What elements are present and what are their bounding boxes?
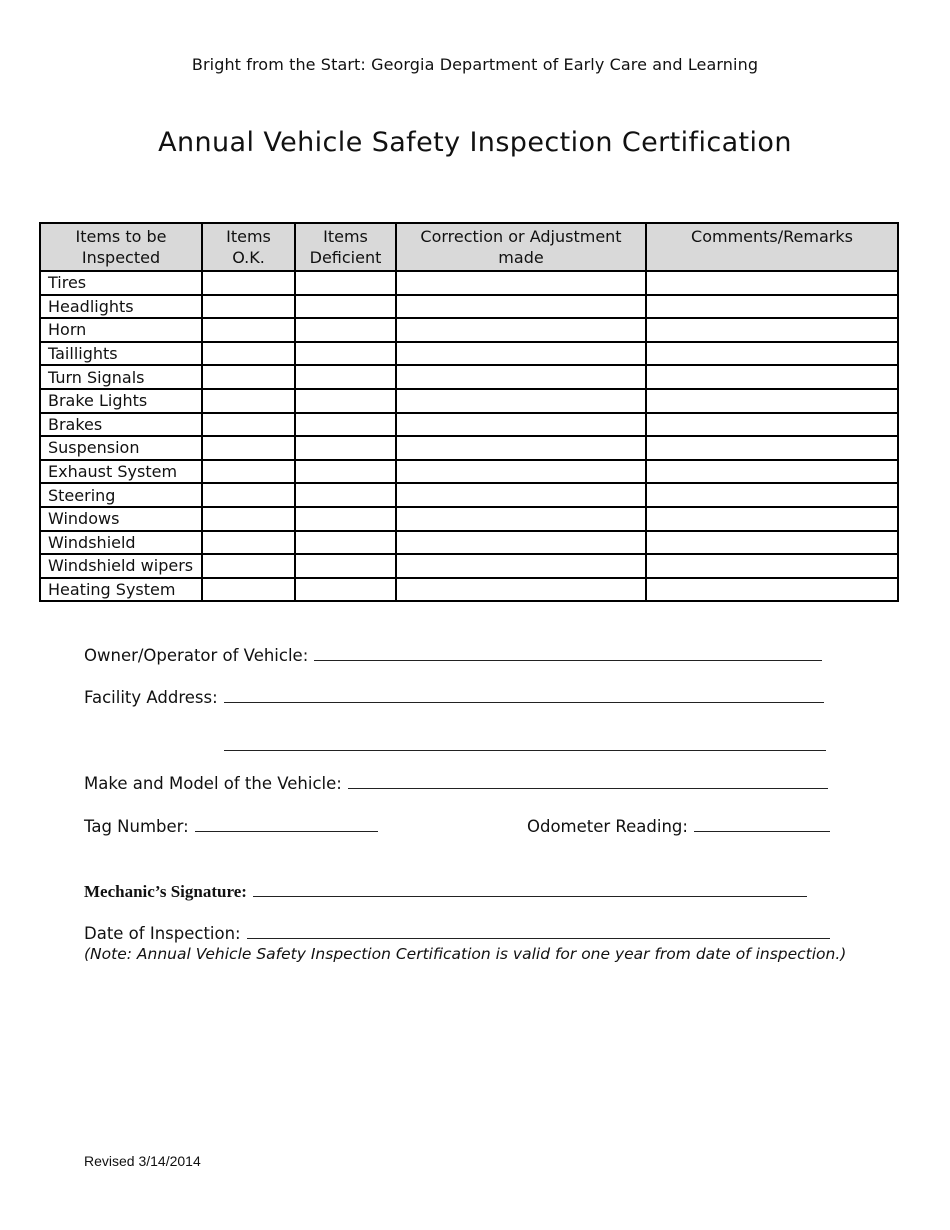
column-header-correction: Correction or Adjustment made — [396, 223, 646, 271]
table-row — [40, 389, 898, 413]
deficient-cell[interactable] — [295, 531, 396, 555]
item-label: Horn — [40, 318, 202, 342]
table-row — [40, 436, 898, 460]
comments-cell[interactable] — [646, 460, 898, 484]
correction-cell[interactable] — [396, 365, 646, 389]
owner-line[interactable] — [314, 646, 822, 661]
facility-address-line-1[interactable] — [224, 688, 824, 703]
comments-cell[interactable] — [646, 554, 898, 578]
inspection-date-field — [84, 924, 830, 943]
comments-cell[interactable] — [646, 342, 898, 366]
correction-cell[interactable] — [396, 342, 646, 366]
ok-cell[interactable] — [202, 271, 295, 295]
table-header-row — [40, 223, 898, 271]
item-label: Windshield — [40, 531, 202, 555]
ok-cell[interactable] — [202, 389, 295, 413]
ok-cell[interactable] — [202, 483, 295, 507]
ok-cell[interactable] — [202, 413, 295, 437]
table-row — [40, 507, 898, 531]
table-row — [40, 365, 898, 389]
deficient-cell[interactable] — [295, 460, 396, 484]
odometer-field — [527, 817, 830, 836]
deficient-cell[interactable] — [295, 554, 396, 578]
organization-header: Bright from the Start: Georgia Department of Early Care and Learning — [191, 55, 759, 74]
table-row — [40, 413, 898, 437]
correction-cell[interactable] — [396, 389, 646, 413]
item-label: Heating System — [40, 578, 202, 602]
correction-cell[interactable] — [396, 483, 646, 507]
tag-number-field — [84, 817, 378, 836]
tag-number-label: Tag Number: — [84, 817, 189, 836]
ok-cell[interactable] — [202, 342, 295, 366]
owner-field — [84, 646, 822, 665]
table-row — [40, 271, 898, 295]
deficient-cell[interactable] — [295, 318, 396, 342]
owner-label: Owner/Operator of Vehicle: — [84, 646, 309, 665]
item-label: Taillights — [40, 342, 202, 366]
facility-address-field — [84, 688, 824, 707]
mechanic-signature-line[interactable] — [253, 882, 807, 897]
ok-cell[interactable] — [202, 436, 295, 460]
column-header-comments: Comments/Remarks — [646, 223, 898, 271]
inspection-date-line[interactable] — [247, 924, 830, 939]
comments-cell[interactable] — [646, 271, 898, 295]
deficient-cell[interactable] — [295, 413, 396, 437]
deficient-cell[interactable] — [295, 295, 396, 319]
correction-cell[interactable] — [396, 436, 646, 460]
comments-cell[interactable] — [646, 507, 898, 531]
correction-cell[interactable] — [396, 531, 646, 555]
table-row — [40, 578, 898, 602]
deficient-cell[interactable] — [295, 436, 396, 460]
deficient-cell[interactable] — [295, 507, 396, 531]
deficient-cell[interactable] — [295, 483, 396, 507]
correction-cell[interactable] — [396, 578, 646, 602]
odometer-label: Odometer Reading: — [527, 817, 688, 836]
validity-note: (Note: Annual Vehicle Safety Inspection Certification is valid for one year from date of inspection.) — [84, 945, 847, 963]
ok-cell[interactable] — [202, 460, 295, 484]
inspection-date-label: Date of Inspection: — [84, 924, 241, 943]
facility-address-label: Facility Address: — [84, 688, 218, 707]
comments-cell[interactable] — [646, 531, 898, 555]
make-model-field — [84, 774, 828, 793]
facility-address-continuation — [224, 736, 826, 755]
mechanic-signature-label: Mechanic’s Signature: — [84, 882, 247, 901]
item-label: Brake Lights — [40, 389, 202, 413]
ok-cell[interactable] — [202, 295, 295, 319]
correction-cell[interactable] — [396, 295, 646, 319]
facility-address-line-2[interactable] — [224, 736, 826, 751]
item-label: Headlights — [40, 295, 202, 319]
column-header-items-inspected: Items to be Inspected — [40, 223, 202, 271]
mechanic-signature-field — [84, 882, 807, 902]
item-label: Brakes — [40, 413, 202, 437]
correction-cell[interactable] — [396, 318, 646, 342]
correction-cell[interactable] — [396, 413, 646, 437]
ok-cell[interactable] — [202, 531, 295, 555]
table-row — [40, 460, 898, 484]
item-label: Turn Signals — [40, 365, 202, 389]
comments-cell[interactable] — [646, 295, 898, 319]
table-row — [40, 318, 898, 342]
deficient-cell[interactable] — [295, 389, 396, 413]
table-row — [40, 483, 898, 507]
column-header-items-ok: Items O.K. — [202, 223, 295, 271]
table-row — [40, 531, 898, 555]
item-label: Windows — [40, 507, 202, 531]
ok-cell[interactable] — [202, 318, 295, 342]
correction-cell[interactable] — [396, 507, 646, 531]
comments-cell[interactable] — [646, 578, 898, 602]
comments-cell[interactable] — [646, 389, 898, 413]
comments-cell[interactable] — [646, 413, 898, 437]
make-model-line[interactable] — [348, 774, 828, 789]
item-label: Exhaust System — [40, 460, 202, 484]
inspection-table — [39, 222, 899, 602]
tag-number-line[interactable] — [195, 817, 378, 832]
deficient-cell[interactable] — [295, 271, 396, 295]
column-header-items-deficient: Items Deficient — [295, 223, 396, 271]
table-row — [40, 295, 898, 319]
table-row — [40, 554, 898, 578]
document-title: Annual Vehicle Safety Inspection Certification — [158, 127, 792, 158]
comments-cell[interactable] — [646, 318, 898, 342]
item-label: Tires — [40, 271, 202, 295]
comments-cell[interactable] — [646, 483, 898, 507]
table-row — [40, 342, 898, 366]
make-model-label: Make and Model of the Vehicle: — [84, 774, 342, 793]
correction-cell[interactable] — [396, 554, 646, 578]
revision-date: Revised 3/14/2014 — [84, 1153, 201, 1169]
odometer-line[interactable] — [694, 817, 830, 832]
item-label: Windshield wipers — [40, 554, 202, 578]
ok-cell[interactable] — [202, 554, 295, 578]
ok-cell[interactable] — [202, 578, 295, 602]
deficient-cell[interactable] — [295, 342, 396, 366]
item-label: Steering — [40, 483, 202, 507]
deficient-cell[interactable] — [295, 365, 396, 389]
item-label: Suspension — [40, 436, 202, 460]
ok-cell[interactable] — [202, 507, 295, 531]
ok-cell[interactable] — [202, 365, 295, 389]
deficient-cell[interactable] — [295, 578, 396, 602]
comments-cell[interactable] — [646, 365, 898, 389]
correction-cell[interactable] — [396, 271, 646, 295]
correction-cell[interactable] — [396, 460, 646, 484]
comments-cell[interactable] — [646, 436, 898, 460]
